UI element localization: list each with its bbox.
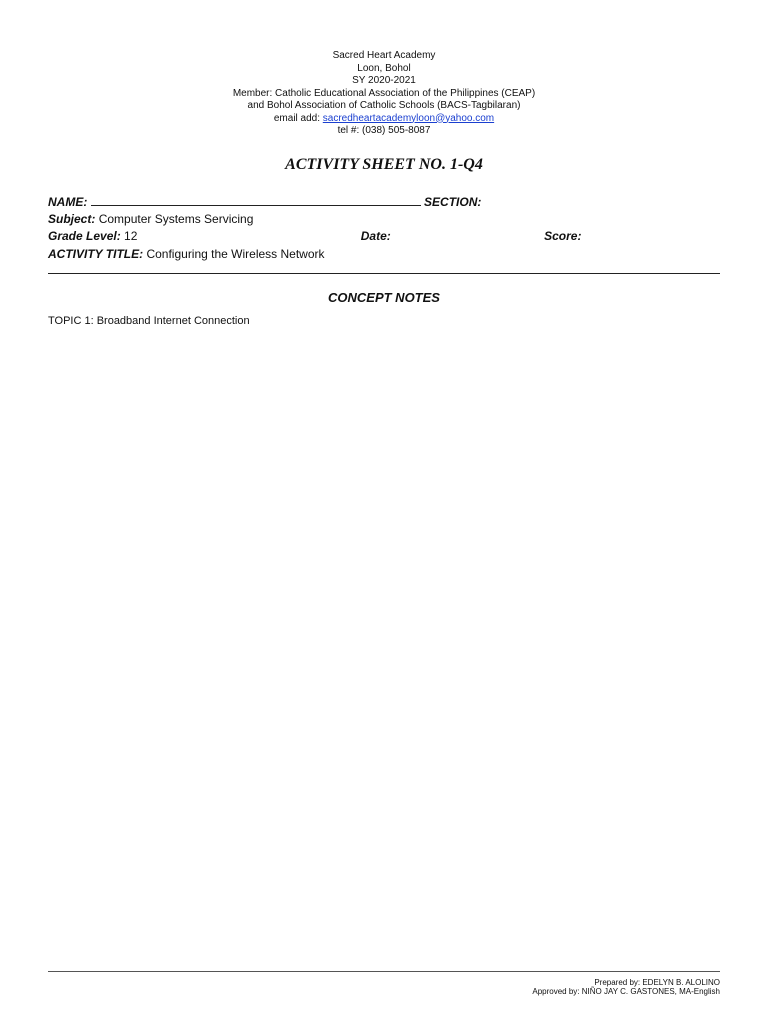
subject-label: Subject: — [48, 211, 96, 226]
approved-by: Approved by: NIÑO JAY C. GASTONES, MA-English — [532, 987, 720, 996]
activity-row — [48, 246, 720, 263]
school-name: Sacred Heart Academy — [332, 50, 436, 61]
footer — [48, 971, 720, 996]
name-row — [48, 194, 720, 211]
activity-value: Configuring the Wireless Network — [146, 246, 325, 261]
telephone: tel #: (038) 505-8087 — [337, 125, 431, 136]
section-divider — [48, 273, 720, 274]
email-label: email add: — [273, 112, 320, 124]
letterhead — [48, 50, 720, 138]
name-blank — [91, 205, 421, 206]
score-label: Score: — [544, 229, 582, 244]
subject-value: Computer Systems Servicing — [98, 211, 254, 226]
activity-sheet-title: ACTIVITY SHEET NO. 1-Q4 — [285, 155, 483, 173]
prepared-by: Prepared by: EDELYN B. ALOLINO — [594, 978, 720, 987]
membership-line-2: and Bohol Association of Catholic Schools (BACS-Tagbilaran) — [247, 100, 521, 111]
email-line — [48, 113, 720, 126]
student-fields — [48, 194, 720, 264]
concept-notes-title: CONCEPT NOTES — [328, 290, 440, 306]
name-label: NAME: — [48, 194, 88, 209]
activity-label: ACTIVITY TITLE: — [48, 246, 144, 261]
section-label: SECTION: — [424, 194, 482, 209]
school-year: SY 2020-2021 — [352, 75, 416, 86]
school-town: Loon, Bohol — [357, 62, 411, 74]
date-label: Date: — [360, 229, 391, 244]
topic-1-heading: TOPIC 1: Broadband Internet Connection — [48, 315, 250, 328]
email-link[interactable]: sacredheartacademyloon@yahoo.com — [322, 112, 495, 124]
grade-label: Grade Level: — [48, 229, 121, 244]
signature-block — [532, 978, 720, 996]
document-page — [0, 0, 768, 327]
subject-row — [48, 211, 720, 228]
grade-value: 12 — [124, 229, 138, 244]
membership-line: Member: Catholic Educational Association of the Philippines (CEAP) — [232, 87, 536, 99]
grade-row — [48, 228, 720, 245]
